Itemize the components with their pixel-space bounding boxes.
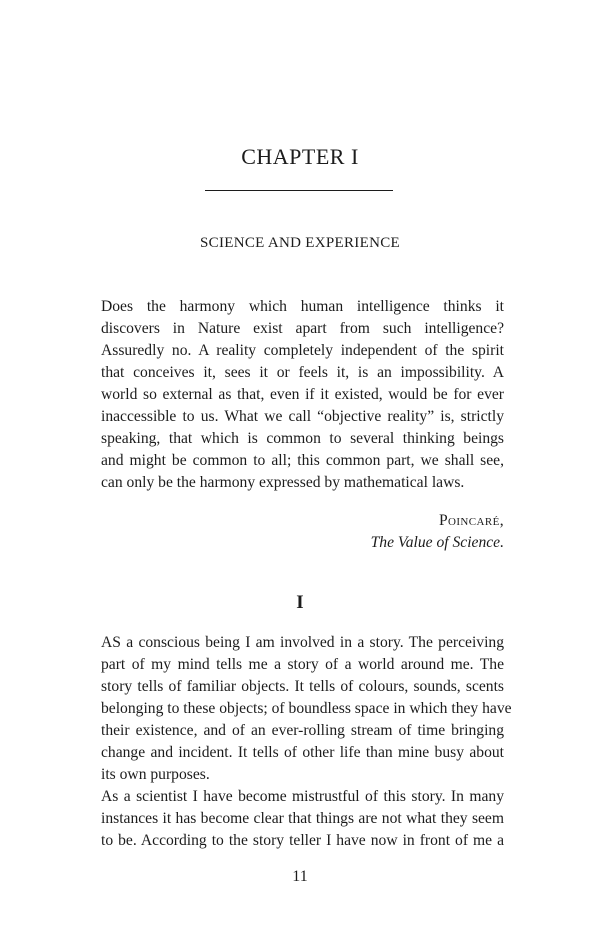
epigraph-line: can only be the harmony expressed by mathematical laws.: [101, 474, 465, 491]
chapter-title: CHAPTER I: [241, 144, 359, 169]
body-text: [101, 632, 512, 852]
epigraph-line: discovers in Nature exist apart from such intelligence?: [101, 320, 504, 337]
title-rule: [205, 190, 393, 191]
epigraph-line: speaking, that which is common to several thinking beings: [101, 430, 504, 447]
epigraph-line: Assuredly no. A reality completely independent of the spirit: [101, 342, 504, 359]
epigraph-line: Does the harmony which human intelligence thinks it: [101, 298, 504, 315]
body-line: change and incident. It tells of other life than mine busy about: [101, 744, 504, 761]
body-line: AS a conscious being I am involved in a story. The perceiving: [101, 634, 504, 651]
body-line: part of my mind tells me a story of a world around me. The: [101, 656, 504, 673]
epigraph-work: The Value of Science.: [370, 534, 504, 551]
section-title: SCIENCE AND EXPERIENCE: [200, 235, 400, 251]
page-number: 11: [292, 868, 308, 885]
section-numeral: I: [296, 592, 304, 613]
epigraph-line: that conceives it, sees it or feels it, is an impossibility. A: [101, 364, 504, 381]
epigraph-line: and might be common to all; this common part, we shall see,: [101, 452, 504, 469]
epigraph-line: inaccessible to us. What we call “objective reality” is, strictly: [101, 408, 504, 425]
body-line: its own purposes.: [101, 766, 210, 783]
body-line: instances it has become clear that things are not what they seem: [101, 810, 504, 827]
body-line: belonging to these objects; of boundless space in which they have: [101, 700, 512, 717]
body-line: their existence, and of an ever-rolling stream of time bringing: [101, 722, 504, 739]
epigraph-author: Poincaré,: [438, 512, 504, 529]
epigraph: [101, 296, 504, 494]
body-line: to be. According to the story teller I have now in front of me a: [101, 832, 504, 849]
epigraph-attribution: [200, 510, 504, 554]
body-line: As a scientist I have become mistrustful of this story. In many: [101, 788, 504, 805]
epigraph-line: world so external as that, even if it existed, would be for ever: [101, 386, 504, 403]
body-line: story tells of familiar objects. It tells of colours, sounds, scents: [101, 678, 504, 695]
